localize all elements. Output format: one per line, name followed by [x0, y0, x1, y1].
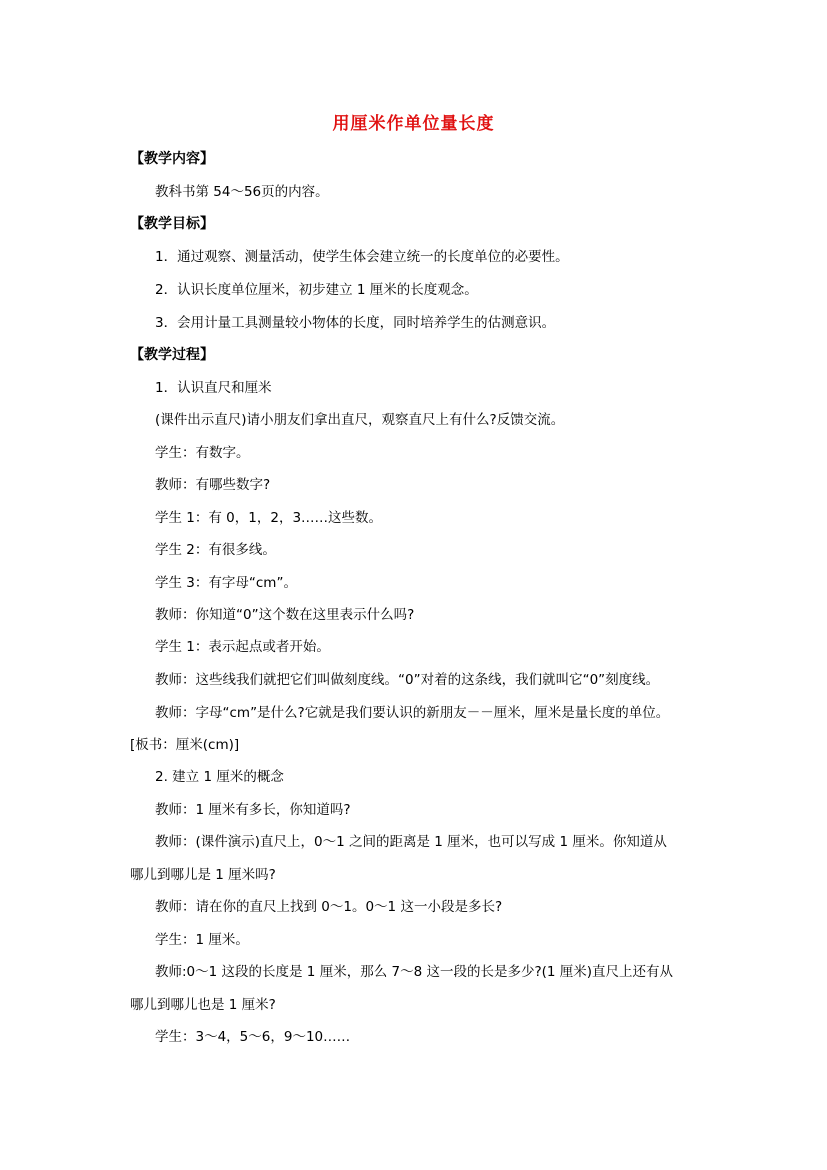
process-line: 教师：字母“cm”是什么?它就是我们要认识的新朋友－－厘米，厘米是量长度的单位。: [155, 705, 670, 721]
process-line: 教师：请在你的直尺上找到 0～1。0～1 这一小段是多长?: [155, 899, 503, 915]
process-line: 学生：有数字。: [155, 445, 250, 461]
process-line: 教师：1 厘米有多长，你知道吗?: [155, 802, 351, 818]
goal-item: 2．认识长度单位厘米，初步建立 1 厘米的长度观念。: [155, 282, 478, 298]
process-line: 教师：这些线我们就把它们叫做刻度线。“0”对着的这条线，我们就叫它“0”刻度线。: [155, 672, 660, 688]
process-line: 教师：(课件演示)直尺上，0～1 之间的距离是 1 厘米，也可以写成 1 厘米。你知道从: [155, 834, 667, 850]
process-line: 2. 建立 1 厘米的概念: [155, 769, 284, 785]
goal-item: 3．会用计量工具测量较小物体的长度，同时培养学生的估测意识。: [155, 315, 556, 331]
process-line: 哪儿到哪儿也是 1 厘米?: [130, 997, 276, 1013]
content-text: 教科书第 54～56页的内容。: [155, 184, 329, 200]
section-heading-goals: 【教学目标】: [130, 216, 214, 232]
process-line: [板书：厘米(cm)]: [130, 737, 240, 753]
process-line: 学生 3：有字母“cm”。: [155, 575, 297, 591]
document-title: 用厘米作单位量长度: [332, 114, 495, 134]
process-line: (课件出示直尺)请小朋友们拿出直尺，观察直尺上有什么?反馈交流。: [155, 412, 565, 428]
process-line: 教师：你知道“0”这个数在这里表示什么吗?: [155, 607, 415, 623]
process-line: 学生 1：表示起点或者开始。: [155, 639, 330, 655]
process-line: 哪儿到哪儿是 1 厘米吗?: [130, 867, 276, 883]
process-line: 教师:0～1 这段的长度是 1 厘米，那么 7～8 这一段的长是多少?(1 厘米)直尺上还有从: [155, 964, 674, 980]
section-heading-process: 【教学过程】: [130, 347, 214, 363]
section-heading-content: 【教学内容】: [130, 151, 214, 167]
process-line: 学生：1 厘米。: [155, 932, 249, 948]
process-line: 1．认识直尺和厘米: [155, 380, 272, 396]
process-line: 教师：有哪些数字?: [155, 477, 271, 493]
process-line: 学生 1：有 0，1，2，3……这些数。: [155, 510, 383, 526]
process-line: 学生：3～4，5～6，9～10……: [155, 1029, 351, 1045]
process-line: 学生 2：有很多线。: [155, 542, 276, 558]
goal-item: 1．通过观察、测量活动，使学生体会建立统一的长度单位的必要性。: [155, 249, 569, 265]
